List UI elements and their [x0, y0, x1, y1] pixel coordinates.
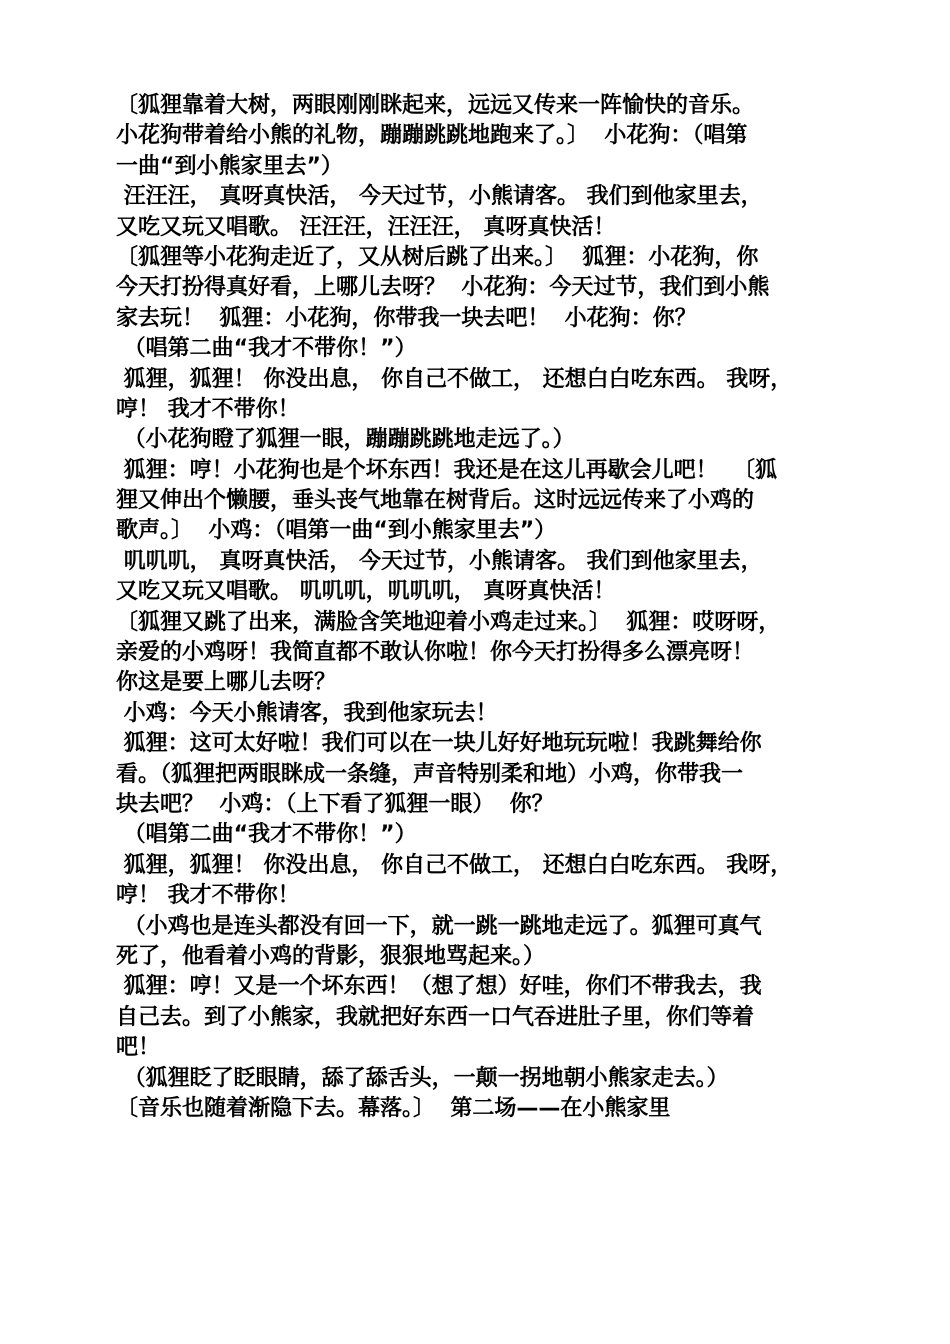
text-line: 歌声。〕 小鸡：（唱第一曲“到小熊家里去”）: [116, 518, 557, 544]
text-line: 〔音乐也随着渐隐下去。幕落。〕 第二场——在小熊家里: [116, 1095, 671, 1121]
text-line: 小鸡：今天小熊请客，我到他家玩去！: [116, 700, 498, 726]
text-line: 狐狸：这可太好啦！我们可以在一块儿好好地玩玩啦！我跳舞给你: [116, 731, 762, 757]
text-line: 汪汪汪， 真呀真快活， 今天过节，小熊请客。 我们到他家里去，: [116, 184, 763, 210]
text-line: 狐狸，狐狸！ 你没出息， 你自己不做工， 还想白白吃东西。 我呀，: [116, 366, 793, 392]
text-line: 自己去。到了小熊家，我就把好东西一口气吞进肚子里，你们等着: [116, 1004, 755, 1030]
text-line: 今天打扮得真好看，上哪儿去呀？ 小花狗：今天过节，我们到小熊: [116, 275, 770, 301]
text-line: （唱第二曲“我才不带你！”）: [116, 336, 417, 362]
text-line: 〔狐狸又跳了出来，满脸含笑地迎着小鸡走过来。〕 狐狸：哎呀呀，: [116, 609, 781, 635]
text-line: 狸又伸出个懒腰，垂头丧气地靠在树背后。这时远远传来了小鸡的: [116, 488, 755, 514]
text-line: 哼！ 我才不带你！: [116, 396, 300, 422]
text-line: 你这是要上哪儿去呀？: [116, 670, 337, 696]
text-line: 狐狸：哼！小花狗也是个坏东西！我还是在这儿再歇会儿吧！ 〔狐: [116, 457, 777, 483]
text-line: 吧！: [116, 1035, 161, 1061]
text-line: 狐狸，狐狸！ 你没出息， 你自己不做工， 还想白白吃东西。 我呀，: [116, 852, 793, 878]
text-line: （小花狗瞪了狐狸一眼，蹦蹦跳跳地走远了。）: [116, 427, 575, 453]
text-line: 亲爱的小鸡呀！我简直都不敢认你啦！你今天打扮得多么漂亮呀！: [116, 640, 755, 666]
text-line: 块去吧？ 小鸡：（上下看了狐狸一眼） 你？: [116, 791, 554, 817]
text-line: 小花狗带着给小熊的礼物，蹦蹦跳跳地跑来了。〕 小花狗：（唱第: [116, 123, 748, 149]
text-line: 〔狐狸等小花狗走近了，又从树后跳了出来。〕 狐狸：小花狗，你: [116, 244, 759, 270]
text-line: 狐狸：哼！又是一个坏东西！（想了想）好哇，你们不带我去，我: [116, 974, 762, 1000]
text-line: （狐狸眨了眨眼睛，舔了舔舌头，一颠一拐地朝小熊家走去。）: [116, 1065, 729, 1091]
text-line: 看。（狐狸把两眼眯成一条缝，声音特别柔和地）小鸡，你带我一: [116, 761, 744, 787]
text-line: 〔狐狸靠着大树，两眼刚刚眯起来，远远又传来一阵愉快的音乐。: [116, 93, 755, 118]
text-line: 又吃又玩又唱歌。 汪汪汪，汪汪汪， 真呀真快活！: [116, 214, 616, 240]
text-line: 一曲“到小熊家里去”）: [116, 153, 343, 179]
text-line: （小鸡也是连头都没有回一下，就一跳一跳地走远了。狐狸可真气: [116, 913, 762, 939]
text-line: （唱第二曲“我才不带你！”）: [116, 822, 417, 848]
text-line: 叽叽叽， 真呀真快活， 今天过节，小熊请客。 我们到他家里去，: [116, 548, 763, 574]
text-line: 哼！ 我才不带你！: [116, 883, 300, 909]
text-line: 家去玩！ 狐狸：小花狗，你带我一块去吧！ 小花狗：你？: [116, 305, 697, 331]
play-script-text: [116, 91, 856, 1124]
text-line: 死了，他看着小鸡的背影，狠狠地骂起来。）: [116, 943, 546, 969]
text-line: 又吃又玩又唱歌。 叽叽叽，叽叽叽， 真呀真快活！: [116, 579, 616, 605]
